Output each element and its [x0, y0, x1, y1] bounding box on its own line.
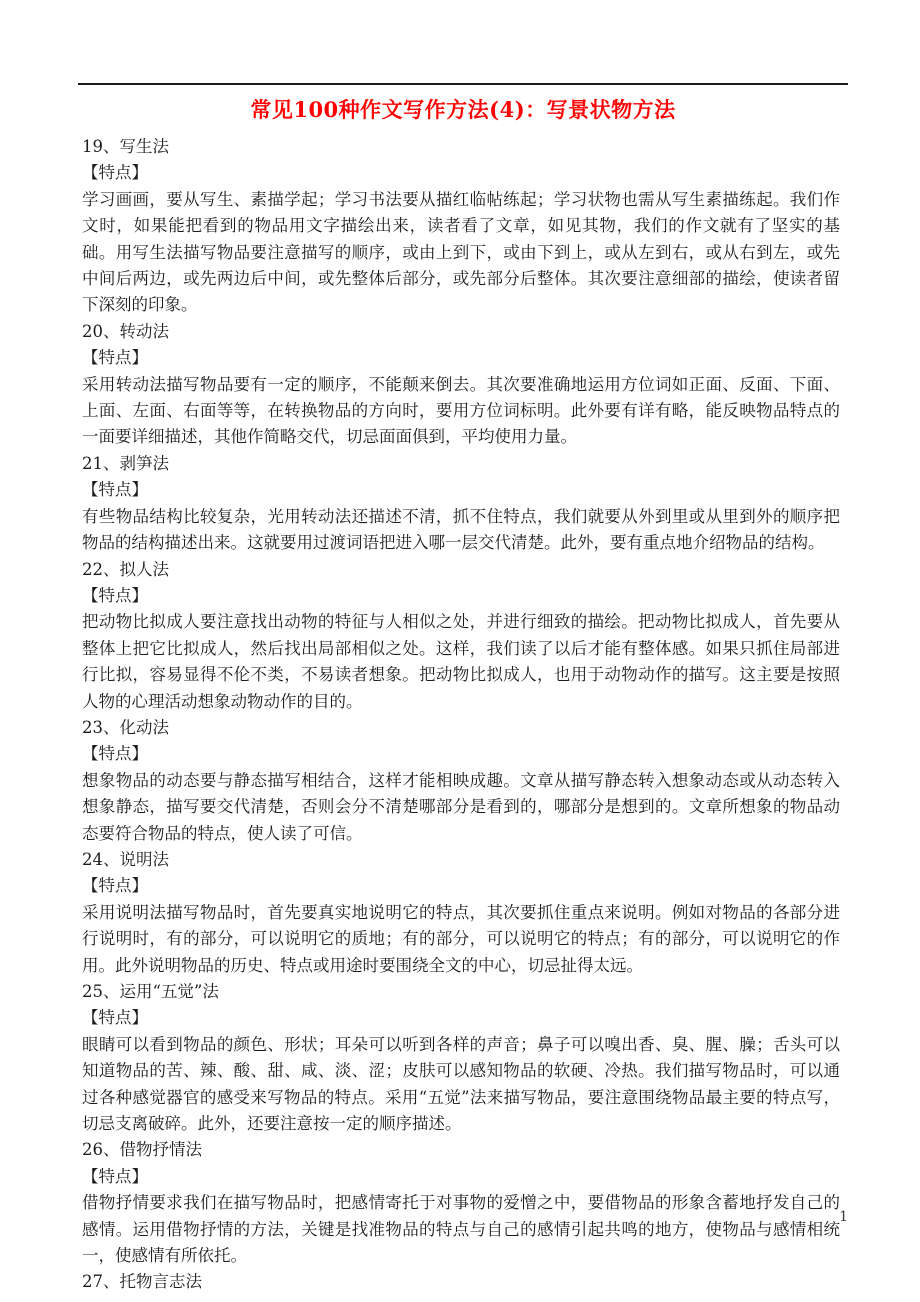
section-feature-label: 【特点】	[82, 1166, 148, 1186]
section-feature-label: 【特点】	[82, 1008, 148, 1028]
section-heading: 27、托物言志法	[82, 1272, 202, 1292]
section-feature-label: 【特点】	[82, 585, 148, 605]
document-body	[82, 134, 840, 1296]
header-rule-divider	[78, 83, 848, 85]
page-number: 1	[839, 1209, 848, 1225]
section-heading: 26、借物抒情法	[82, 1140, 202, 1160]
section-feature-label: 【特点】	[82, 163, 148, 183]
section-body: 眼睛可以看到物品的颜色、形状；耳朵可以听到各样的声音；鼻子可以嗅出香、臭、腥、臊；舌头可以知道物品的苦、辣、酸、甜、咸、淡、涩；皮肤可以感知物品的软硬、冷热。我们描写物品时，可以通过各种感觉器官的感受来写物品的特点。采用“五觉”法来描写物品，要注意围绕物品最主要的特点写，切忌支离破碎。此外，还要注意按一定的顺序描述。	[82, 1034, 840, 1134]
section-body: 想象物品的动态要与静态描写相结合，这样才能相映成趣。文章从描写静态转入想象动态或从动态转入想象静态，描写要交代清楚，否则会分不清楚哪部分是看到的，哪部分是想到的。文章所想象的物品动态要符合物品的特点，使人读了可信。	[82, 770, 840, 843]
section-body: 学习画画，要从写生、素描学起；学习书法要从描红临帖练起；学习状物也需从写生素描练起。我们作文时，如果能把看到的物品用文字描绘出来，读者看了文章，如见其物，我们的作文就有了坚实的基础。用写生法描写物品要注意描写的顺序，或由上到下，或由下到上，或从左到右，或从右到左，或先中间后两边，或先两边后中间，或先整体后部分，或先部分后整体。其次要注意细部的描绘，使读者留下深刻的印象。	[82, 189, 840, 315]
section-body: 把动物比拟成人要注意找出动物的特征与人相似之处，并进行细致的描绘。把动物比拟成人，首先要从整体上把它比拟成人，然后找出局部相似之处。这样，我们读了以后才能有整体感。如果只抓住局部进行比拟，容易显得不伦不类，不易读者想象。把动物比拟成人，也用于动物动作的描写。这主要是按照人物的心理活动想象动物动作的目的。	[82, 612, 840, 711]
section-heading: 25、运用“五觉”法	[82, 982, 219, 1001]
page-title: 常见100种作文写作方法(4)：写景状物方法	[250, 97, 676, 122]
section-heading: 22、拟人法	[82, 559, 169, 579]
section-body: 有些物品结构比较复杂，光用转动法还描述不清，抓不住特点，我们就要从外到里或从里到外的顺序把物品的结构描述出来。这就要用过渡词语把进入哪一层交代清楚。此外，要有重点地介绍物品的结构。	[82, 506, 840, 553]
section-feature-label: 【特点】	[82, 480, 148, 500]
section-heading: 23、化动法	[82, 717, 169, 737]
section-heading: 20、转动法	[82, 321, 169, 341]
section-heading: 21、剥笋法	[82, 453, 169, 473]
section-body: 采用说明法描写物品时，首先要真实地说明它的特点，其次要抓住重点来说明。例如对物品的各部分进行说明时，有的部分，可以说明它的质地；有的部分，可以说明它的特点；有的部分，可以说明它的作用。此外说明物品的历史、特点或用途时要围绕全文的中心，切忌扯得太远。	[82, 902, 840, 975]
section-feature-label: 【特点】	[82, 348, 148, 368]
section-feature-label: 【特点】	[82, 876, 148, 896]
section-body: 采用转动法描写物品要有一定的顺序，不能颠来倒去。其次要准确地运用方位词如正面、反面、下面、上面、左面、右面等等，在转换物品的方向时，要用方位词标明。此外要有详有略，能反映物品特点的一面要详细描述，其他作简略交代，切忌面面俱到，平均使用力量。	[82, 374, 840, 447]
section-heading: 24、说明法	[82, 849, 169, 869]
section-feature-label: 【特点】	[82, 744, 148, 764]
section-body: 借物抒情要求我们在描写物品时，把感情寄托于对事物的爱憎之中，要借物品的形象含蓄地抒发自己的感情。运用借物抒情的方法，关键是找准物品的特点与自己的感情引起共鸣的地方，使物品与感情相统一，使感情有所依托。	[82, 1193, 840, 1266]
section-heading: 19、写生法	[82, 137, 169, 156]
